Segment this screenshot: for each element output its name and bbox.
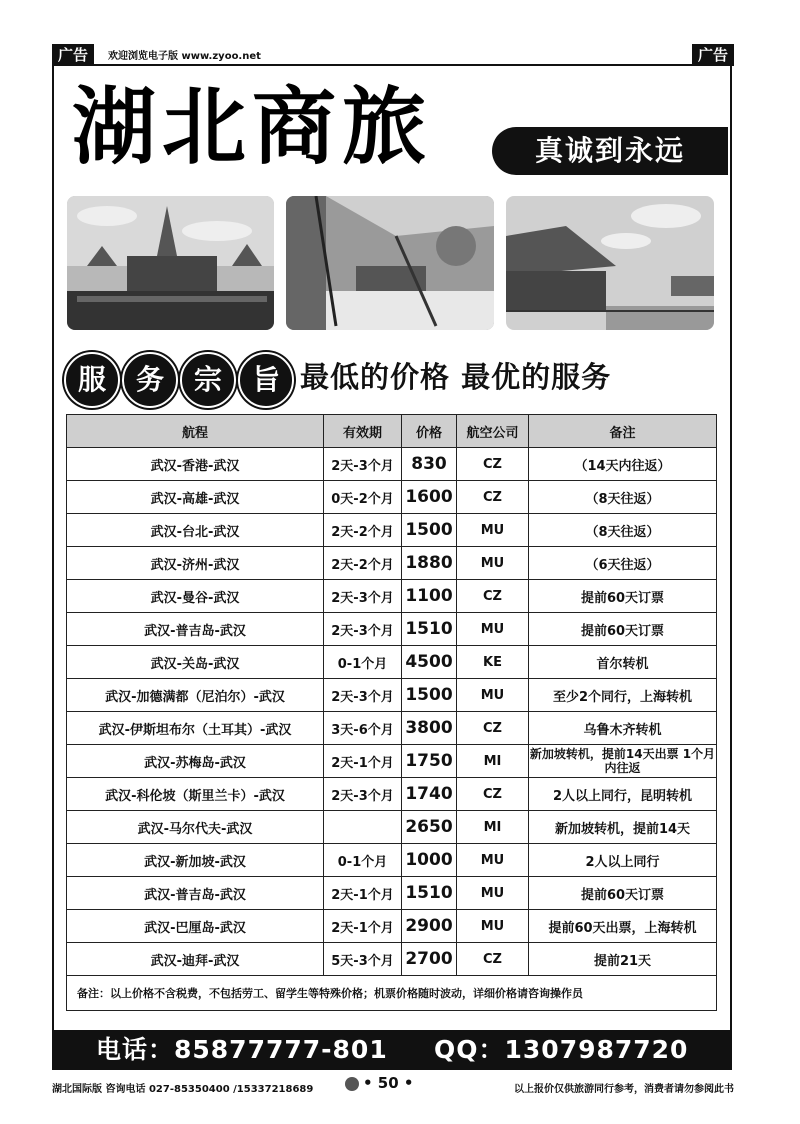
cell-validity: 2天-3个月 bbox=[324, 679, 402, 712]
logo-icon bbox=[345, 1077, 359, 1091]
cell-price: 4500 bbox=[402, 646, 457, 679]
cell-validity: 2天-1个月 bbox=[324, 877, 402, 910]
motto-char: 务 bbox=[122, 352, 178, 408]
cell-airline: CZ bbox=[457, 580, 529, 613]
cell-route: 武汉-科伦坡（斯里兰卡）-武汉 bbox=[67, 778, 324, 811]
cell-notes: 提前60天订票 bbox=[529, 613, 717, 646]
table-row bbox=[67, 514, 717, 547]
table-row bbox=[67, 712, 717, 745]
ad-tag-left: 广告 bbox=[52, 44, 94, 66]
cell-validity: 2天-3个月 bbox=[324, 580, 402, 613]
ad-tag-right: 广告 bbox=[692, 44, 734, 66]
cell-price: 3800 bbox=[402, 712, 457, 745]
cell-airline: MU bbox=[457, 844, 529, 877]
cell-route: 武汉-普吉岛-武汉 bbox=[67, 613, 324, 646]
cell-validity: 5天-3个月 bbox=[324, 943, 402, 976]
cell-airline: CZ bbox=[457, 712, 529, 745]
footer-left: 湖北国际版 咨询电话 027-85350400 /15337218689 bbox=[52, 1084, 314, 1095]
cell-airline: MU bbox=[457, 679, 529, 712]
cell-notes: 首尔转机 bbox=[529, 646, 717, 679]
slogan-banner: 真诚到永远 bbox=[492, 127, 728, 175]
cell-airline: MU bbox=[457, 514, 529, 547]
table-row bbox=[67, 613, 717, 646]
cell-notes: 新加坡转机，提前14天 bbox=[529, 811, 717, 844]
cell-price: 1740 bbox=[402, 778, 457, 811]
cell-price: 1510 bbox=[402, 877, 457, 910]
table-row bbox=[67, 943, 717, 976]
cell-price: 1500 bbox=[402, 679, 457, 712]
photo-temple bbox=[67, 196, 274, 330]
cell-route: 武汉-济州-武汉 bbox=[67, 547, 324, 580]
contact-bar bbox=[52, 1030, 732, 1070]
cell-airline: MU bbox=[457, 547, 529, 580]
cell-price: 1750 bbox=[402, 745, 457, 778]
cell-route: 武汉-加德满都（尼泊尔）-武汉 bbox=[67, 679, 324, 712]
cell-notes: （8天往返） bbox=[529, 514, 717, 547]
fare-table bbox=[66, 414, 717, 1011]
cell-route: 武汉-关岛-武汉 bbox=[67, 646, 324, 679]
header-route: 航程 bbox=[67, 415, 324, 448]
phone-number: 电话：85877777-801 bbox=[96, 1035, 388, 1064]
cell-price: 830 bbox=[402, 448, 457, 481]
cell-airline: MU bbox=[457, 877, 529, 910]
cell-validity: 2天-2个月 bbox=[324, 547, 402, 580]
cell-route: 武汉-新加坡-武汉 bbox=[67, 844, 324, 877]
cell-route: 武汉-香港-武汉 bbox=[67, 448, 324, 481]
cell-price: 2900 bbox=[402, 910, 457, 943]
header-price: 价格 bbox=[402, 415, 457, 448]
cell-airline: CZ bbox=[457, 943, 529, 976]
cell-route: 武汉-马尔代夫-武汉 bbox=[67, 811, 324, 844]
table-row bbox=[67, 910, 717, 943]
cell-route: 武汉-台北-武汉 bbox=[67, 514, 324, 547]
qq-number: QQ：1307987720 bbox=[434, 1035, 689, 1064]
cell-notes: （6天往返） bbox=[529, 547, 717, 580]
cell-notes: 2人以上同行 bbox=[529, 844, 717, 877]
cell-notes: 乌鲁木齐转机 bbox=[529, 712, 717, 745]
photo-hut bbox=[506, 196, 714, 330]
cell-validity: 0-1个月 bbox=[324, 646, 402, 679]
cell-price: 1100 bbox=[402, 580, 457, 613]
cell-airline: CZ bbox=[457, 481, 529, 514]
motto-char: 宗 bbox=[180, 352, 236, 408]
table-footnote: 备注：以上价格不含税费，不包括劳工、留学生等特殊价格；机票价格随时波动，详细价格请咨询操作员 bbox=[67, 976, 717, 1011]
cell-notes: 新加坡转机，提前14天出票 1个月内往返 bbox=[529, 745, 717, 778]
table-row bbox=[67, 646, 717, 679]
header-validity: 有效期 bbox=[324, 415, 402, 448]
cell-validity: 2天-3个月 bbox=[324, 613, 402, 646]
page-number bbox=[345, 1074, 414, 1092]
service-text: 最低的价格 最优的服务 bbox=[300, 360, 612, 394]
cell-validity: 0天-2个月 bbox=[324, 481, 402, 514]
cell-validity: 2天-2个月 bbox=[324, 514, 402, 547]
cell-notes: 提前21天 bbox=[529, 943, 717, 976]
cell-route: 武汉-普吉岛-武汉 bbox=[67, 877, 324, 910]
cell-price: 1000 bbox=[402, 844, 457, 877]
table-row bbox=[67, 679, 717, 712]
header-airline: 航空公司 bbox=[457, 415, 529, 448]
cell-price: 2700 bbox=[402, 943, 457, 976]
page-title: 湖北商旅 bbox=[72, 78, 433, 176]
cell-notes: （8天往返） bbox=[529, 481, 717, 514]
cell-price: 1510 bbox=[402, 613, 457, 646]
website-line: 欢迎浏览电子版 www.zyoo.net bbox=[108, 51, 261, 62]
table-row bbox=[67, 877, 717, 910]
cell-route: 武汉-伊斯坦布尔（土耳其）-武汉 bbox=[67, 712, 324, 745]
cell-notes: （14天内往返） bbox=[529, 448, 717, 481]
table-row bbox=[67, 778, 717, 811]
cell-validity: 0-1个月 bbox=[324, 844, 402, 877]
cell-airline: MU bbox=[457, 910, 529, 943]
cell-airline: MI bbox=[457, 745, 529, 778]
table-row bbox=[67, 580, 717, 613]
motto-char: 服 bbox=[64, 352, 120, 408]
cell-airline: MU bbox=[457, 613, 529, 646]
table-row bbox=[67, 547, 717, 580]
table-row bbox=[67, 481, 717, 514]
cell-price: 1880 bbox=[402, 547, 457, 580]
cell-airline: CZ bbox=[457, 448, 529, 481]
footer-right: 以上报价仅供旅游同行参考，消费者请勿参阅此书 bbox=[514, 1084, 734, 1095]
cell-route: 武汉-巴厘岛-武汉 bbox=[67, 910, 324, 943]
cell-price: 2650 bbox=[402, 811, 457, 844]
table-footnote-row bbox=[67, 976, 717, 1011]
cell-price: 1600 bbox=[402, 481, 457, 514]
cell-validity: 2天-1个月 bbox=[324, 910, 402, 943]
cell-notes: 提前60天订票 bbox=[529, 877, 717, 910]
cell-route: 武汉-苏梅岛-武汉 bbox=[67, 745, 324, 778]
cell-route: 武汉-曼谷-武汉 bbox=[67, 580, 324, 613]
cell-notes: 2人以上同行，昆明转机 bbox=[529, 778, 717, 811]
cell-route: 武汉-迪拜-武汉 bbox=[67, 943, 324, 976]
cell-validity: 2天-1个月 bbox=[324, 745, 402, 778]
cell-validity: 2天-3个月 bbox=[324, 448, 402, 481]
motto-char: 旨 bbox=[238, 352, 294, 408]
table-row bbox=[67, 448, 717, 481]
cell-notes: 至少2个同行，上海转机 bbox=[529, 679, 717, 712]
photo-beach bbox=[286, 196, 494, 330]
table-row bbox=[67, 811, 717, 844]
table-row bbox=[67, 844, 717, 877]
cell-price: 1500 bbox=[402, 514, 457, 547]
cell-route: 武汉-高雄-武汉 bbox=[67, 481, 324, 514]
cell-airline: CZ bbox=[457, 778, 529, 811]
cell-validity: 3天-6个月 bbox=[324, 712, 402, 745]
cell-notes: 提前60天订票 bbox=[529, 580, 717, 613]
cell-airline: KE bbox=[457, 646, 529, 679]
cell-validity bbox=[324, 811, 402, 844]
table-row bbox=[67, 745, 717, 778]
header-notes: 备注 bbox=[529, 415, 717, 448]
cell-notes: 提前60天出票，上海转机 bbox=[529, 910, 717, 943]
cell-validity: 2天-3个月 bbox=[324, 778, 402, 811]
table-header-row bbox=[67, 415, 717, 448]
page-number-text: • 50 • bbox=[363, 1074, 414, 1092]
cell-airline: MI bbox=[457, 811, 529, 844]
